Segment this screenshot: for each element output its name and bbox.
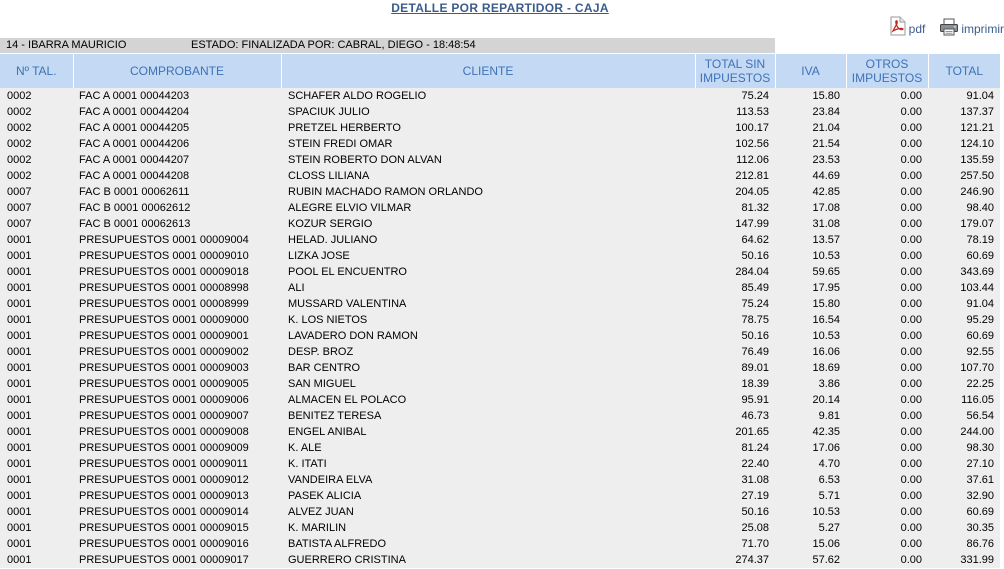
- total-cell: 121.21: [960, 122, 994, 134]
- iva-cell: 21.04: [812, 122, 840, 134]
- otros-impuestos-cell: 0.00: [900, 506, 922, 518]
- talonario-cell: 0002: [7, 154, 32, 166]
- total-cell: 91.04: [966, 90, 994, 102]
- total-cell: 37.61: [966, 474, 994, 486]
- total-cell: 95.29: [966, 314, 994, 326]
- total-sin-impuestos-cell: 27.19: [741, 490, 769, 502]
- talonario-cell: 0001: [7, 554, 32, 566]
- total-cell: 137.37: [960, 106, 994, 118]
- otros-impuestos-cell: 0.00: [900, 90, 922, 102]
- table-row: [0, 312, 1000, 328]
- iva-cell: 23.53: [812, 154, 840, 166]
- cliente-cell: BATISTA ALFREDO: [288, 538, 387, 550]
- cliente-cell: GUERRERO CRISTINA: [288, 554, 406, 566]
- total-sin-impuestos-cell: 50.16: [741, 330, 769, 342]
- total-sin-impuestos-cell: 50.16: [741, 506, 769, 518]
- total-sin-impuestos-cell: 147.99: [735, 218, 769, 230]
- otros-impuestos-cell: 0.00: [900, 106, 922, 118]
- total-cell: 86.76: [966, 538, 994, 550]
- otros-impuestos-cell: 0.00: [900, 346, 922, 358]
- iva-cell: 20.14: [812, 394, 840, 406]
- action-bar: [875, 14, 1004, 36]
- total-sin-impuestos-cell: 18.39: [741, 378, 769, 390]
- talonario-cell: 0002: [7, 90, 32, 102]
- comprobante-cell: PRESUPUESTOS 0001 00009013: [79, 490, 249, 502]
- total-cell: 30.35: [966, 522, 994, 534]
- comprobante-cell: PRESUPUESTOS 0001 00009003: [79, 362, 249, 374]
- otros-impuestos-cell: 0.00: [900, 490, 922, 502]
- total-sin-impuestos-cell: 212.81: [735, 170, 769, 182]
- talonario-cell: 0001: [7, 522, 32, 534]
- iva-cell: 31.08: [812, 218, 840, 230]
- total-sin-impuestos-cell: 71.70: [741, 538, 769, 550]
- table-row: [0, 88, 1000, 104]
- cliente-cell: HELAD. JULIANO: [288, 234, 378, 246]
- col-header-iva[interactable]: IVA: [775, 54, 846, 88]
- otros-impuestos-cell: 0.00: [900, 554, 922, 566]
- table-row: [0, 296, 1000, 312]
- comprobante-cell: FAC B 0001 00062611: [79, 186, 190, 198]
- otros-impuestos-cell: 0.00: [900, 282, 922, 294]
- table-row: [0, 392, 1000, 408]
- cliente-cell: VANDEIRA ELVA: [288, 474, 373, 486]
- cliente-cell: SCHAFER ALDO ROGELIO: [288, 90, 427, 102]
- table-row: [0, 536, 1000, 552]
- otros-impuestos-cell: 0.00: [900, 378, 922, 390]
- iva-cell: 10.53: [812, 330, 840, 342]
- table-row: [0, 456, 1000, 472]
- cliente-cell: ENGEL ANIBAL: [288, 426, 367, 438]
- total-cell: 60.69: [966, 506, 994, 518]
- total-cell: 32.90: [966, 490, 994, 502]
- cliente-cell: SAN MIGUEL: [288, 378, 356, 390]
- total-cell: 343.69: [960, 266, 994, 278]
- otros-impuestos-cell: 0.00: [900, 362, 922, 374]
- otros-impuestos-cell: 0.00: [900, 394, 922, 406]
- total-sin-impuestos-cell: 75.24: [741, 298, 769, 310]
- total-cell: 27.10: [966, 458, 994, 470]
- total-cell: 98.40: [966, 202, 994, 214]
- total-sin-impuestos-cell: 284.04: [735, 266, 769, 278]
- total-sin-impuestos-cell: 204.05: [735, 186, 769, 198]
- delivery-info-bar: [0, 38, 775, 53]
- total-sin-impuestos-cell: 100.17: [735, 122, 769, 134]
- total-sin-impuestos-cell: 113.53: [736, 106, 769, 118]
- comprobante-cell: FAC B 0001 00062613: [79, 218, 191, 230]
- col-header-comprobante[interactable]: COMPROBANTE: [73, 54, 281, 88]
- total-cell: 246.90: [960, 186, 994, 198]
- cliente-cell: POOL EL ENCUENTRO: [288, 266, 407, 278]
- otros-impuestos-cell: 0.00: [900, 202, 922, 214]
- talonario-cell: 0001: [7, 298, 32, 310]
- table-row: [0, 424, 1000, 440]
- cliente-cell: DESP. BROZ: [288, 346, 354, 358]
- pdf-button[interactable]: [889, 16, 926, 36]
- pdf-label: pdf: [908, 22, 926, 36]
- otros-impuestos-cell: 0.00: [900, 170, 922, 182]
- cliente-cell: ALEGRE ELVIO VILMAR: [288, 202, 412, 214]
- otros-impuestos-cell: 0.00: [900, 410, 922, 422]
- comprobante-cell: FAC B 0001 00062612: [79, 202, 191, 214]
- talonario-cell: 0001: [7, 458, 32, 470]
- total-sin-impuestos-cell: 76.49: [741, 346, 769, 358]
- cliente-cell: PRETZEL HERBERTO: [288, 122, 401, 134]
- total-sin-impuestos-cell: 112.06: [736, 154, 769, 166]
- iva-cell: 16.54: [812, 314, 840, 326]
- comprobante-cell: PRESUPUESTOS 0001 00009006: [79, 394, 249, 406]
- total-sin-impuestos-cell: 64.62: [741, 234, 769, 246]
- comprobante-cell: PRESUPUESTOS 0001 00009007: [79, 410, 249, 422]
- comprobante-cell: PRESUPUESTOS 0001 00009012: [79, 474, 249, 486]
- total-cell: 78.19: [966, 234, 994, 246]
- cliente-cell: K. MARILIN: [288, 522, 347, 534]
- cliente-cell: K. LOS NIETOS: [288, 314, 368, 326]
- total-cell: 60.69: [966, 330, 994, 342]
- iva-cell: 17.08: [812, 202, 840, 214]
- cliente-cell: STEIN FREDI OMAR: [288, 138, 393, 150]
- talonario-cell: 0001: [7, 506, 32, 518]
- total-cell: 91.04: [966, 298, 994, 310]
- total-cell: 56.54: [966, 410, 994, 422]
- otros-impuestos-cell: 0.00: [900, 266, 922, 278]
- talonario-cell: 0001: [7, 426, 32, 438]
- total-cell: 98.30: [966, 442, 994, 454]
- print-button[interactable]: [939, 18, 1004, 36]
- table-row: [0, 232, 1000, 248]
- iva-cell: 15.80: [812, 298, 840, 310]
- comprobante-cell: PRESUPUESTOS 0001 00009011: [79, 458, 248, 470]
- table-row: [0, 248, 1000, 264]
- otros-impuestos-cell: 0.00: [900, 250, 922, 262]
- iva-cell: 16.06: [812, 346, 840, 358]
- talonario-cell: 0001: [7, 282, 32, 294]
- total-cell: 22.25: [966, 378, 994, 390]
- total-sin-impuestos-cell: 81.24: [741, 442, 769, 454]
- col-header-otros-impuestos[interactable]: OTROS IMPUESTOS: [846, 54, 928, 88]
- total-sin-impuestos-cell: 201.65: [735, 426, 769, 438]
- iva-cell: 17.95: [812, 282, 840, 294]
- otros-impuestos-cell: 0.00: [900, 538, 922, 550]
- iva-cell: 13.57: [812, 234, 840, 246]
- status-label: ESTADO: FINALIZADA POR: CABRAL, DIEGO - 18:48:54: [191, 39, 476, 51]
- total-sin-impuestos-cell: 95.91: [741, 394, 769, 406]
- cliente-cell: ALVEZ JUAN: [288, 506, 354, 518]
- otros-impuestos-cell: 0.00: [900, 314, 922, 326]
- comprobante-cell: PRESUPUESTOS 0001 00009004: [79, 234, 249, 246]
- table-row: [0, 504, 1000, 520]
- table-row: [0, 136, 1000, 152]
- total-sin-impuestos-cell: 22.40: [741, 458, 769, 470]
- talonario-cell: 0002: [7, 138, 32, 150]
- page-title: DETALLE POR REPARTIDOR - CAJA: [391, 1, 609, 15]
- cliente-cell: K. ITATI: [288, 458, 327, 470]
- total-cell: 60.69: [966, 250, 994, 262]
- iva-cell: 42.85: [812, 186, 840, 198]
- otros-impuestos-cell: 0.00: [900, 458, 922, 470]
- talonario-cell: 0001: [7, 410, 32, 422]
- talonario-cell: 0001: [7, 346, 32, 358]
- talonario-cell: 0007: [7, 186, 32, 198]
- total-sin-impuestos-cell: 274.37: [735, 554, 769, 566]
- table-row: [0, 152, 1000, 168]
- talonario-cell: 0001: [7, 234, 32, 246]
- cliente-cell: SPACIUK JULIO: [288, 106, 370, 118]
- total-cell: 103.44: [960, 282, 994, 294]
- table-row: [0, 472, 1000, 488]
- cliente-cell: KOZUR SERGIO: [288, 218, 373, 230]
- cliente-cell: BENITEZ TERESA: [288, 410, 382, 422]
- otros-impuestos-cell: 0.00: [900, 138, 922, 150]
- comprobante-cell: PRESUPUESTOS 0001 00009008: [79, 426, 249, 438]
- total-sin-impuestos-cell: 78.75: [741, 314, 769, 326]
- cliente-cell: LIZKA JOSE: [288, 250, 350, 262]
- talonario-cell: 0001: [7, 394, 32, 406]
- table-row: [0, 280, 1000, 296]
- iva-cell: 6.53: [818, 474, 840, 486]
- cliente-cell: STEIN ROBERTO DON ALVAN: [288, 154, 442, 166]
- table-row: [0, 184, 1000, 200]
- printer-icon: [939, 18, 959, 36]
- comprobante-cell: PRESUPUESTOS 0001 00008999: [79, 298, 249, 310]
- comprobante-cell: FAC A 0001 00044207: [79, 154, 190, 166]
- otros-impuestos-cell: 0.00: [900, 330, 922, 342]
- col-header-total[interactable]: TOTAL: [928, 54, 1000, 88]
- table-row: [0, 200, 1000, 216]
- iva-cell: 17.06: [812, 442, 840, 454]
- talonario-cell: 0001: [7, 314, 32, 326]
- comprobante-cell: PRESUPUESTOS 0001 00009014: [79, 506, 249, 518]
- comprobante-cell: PRESUPUESTOS 0001 00009005: [79, 378, 249, 390]
- total-sin-impuestos-cell: 89.01: [741, 362, 769, 374]
- table-row: [0, 168, 1000, 184]
- table-row: [0, 328, 1000, 344]
- comprobante-cell: PRESUPUESTOS 0001 00009015: [79, 522, 249, 534]
- cliente-cell: ALMACEN EL POLACO: [288, 394, 407, 406]
- table-row: [0, 376, 1000, 392]
- iva-cell: 59.65: [812, 266, 840, 278]
- iva-cell: 5.27: [818, 522, 840, 534]
- col-header-talonario[interactable]: Nº TAL.: [0, 54, 73, 88]
- comprobante-cell: FAC A 0001 00044203: [79, 90, 190, 102]
- otros-impuestos-cell: 0.00: [900, 426, 922, 438]
- iva-cell: 15.80: [812, 90, 840, 102]
- otros-impuestos-cell: 0.00: [900, 186, 922, 198]
- comprobante-cell: PRESUPUESTOS 0001 00009000: [79, 314, 249, 326]
- table-row: [0, 520, 1000, 536]
- table-row: [0, 488, 1000, 504]
- comprobante-cell: PRESUPUESTOS 0001 00009018: [79, 266, 249, 278]
- col-header-cliente[interactable]: CLIENTE: [281, 54, 695, 88]
- table-body: [0, 88, 1000, 568]
- talonario-cell: 0001: [7, 378, 32, 390]
- table-row: [0, 120, 1000, 136]
- table-row: [0, 344, 1000, 360]
- table-row: [0, 360, 1000, 376]
- iva-cell: 42.35: [812, 426, 840, 438]
- iva-cell: 10.53: [812, 506, 840, 518]
- comprobante-cell: PRESUPUESTOS 0001 00009001: [79, 330, 249, 342]
- iva-cell: 15.06: [812, 538, 840, 550]
- total-sin-impuestos-cell: 102.56: [735, 138, 769, 150]
- talonario-cell: 0001: [7, 330, 32, 342]
- total-cell: 244.00: [960, 426, 994, 438]
- table-row: [0, 552, 1000, 568]
- talonario-cell: 0001: [7, 474, 32, 486]
- talonario-cell: 0001: [7, 250, 32, 262]
- total-sin-impuestos-cell: 75.24: [741, 90, 769, 102]
- talonario-cell: 0001: [7, 490, 32, 502]
- otros-impuestos-cell: 0.00: [900, 298, 922, 310]
- total-cell: 92.55: [966, 346, 994, 358]
- total-cell: 331.99: [960, 554, 994, 566]
- cliente-cell: K. ALE: [288, 442, 322, 454]
- otros-impuestos-cell: 0.00: [900, 154, 922, 166]
- comprobante-cell: PRESUPUESTOS 0001 00009002: [79, 346, 249, 358]
- table-row: [0, 440, 1000, 456]
- cliente-cell: BAR CENTRO: [288, 362, 361, 374]
- iva-cell: 9.81: [818, 410, 840, 422]
- total-cell: 257.50: [960, 170, 994, 182]
- print-label: imprimir: [961, 22, 1004, 36]
- cliente-cell: RUBIN MACHADO RAMON ORLANDO: [288, 186, 483, 198]
- total-sin-impuestos-cell: 81.32: [741, 202, 769, 214]
- iva-cell: 3.86: [818, 378, 840, 390]
- iva-cell: 4.70: [818, 458, 840, 470]
- otros-impuestos-cell: 0.00: [900, 442, 922, 454]
- cliente-cell: CLOSS LILIANA: [288, 170, 370, 182]
- total-cell: 124.10: [960, 138, 994, 150]
- cliente-cell: LAVADERO DON RAMON: [288, 330, 418, 342]
- total-cell: 116.05: [961, 394, 994, 406]
- cliente-cell: ALI: [288, 282, 305, 294]
- iva-cell: 57.62: [812, 554, 840, 566]
- total-sin-impuestos-cell: 31.08: [741, 474, 769, 486]
- total-sin-impuestos-cell: 85.49: [741, 282, 769, 294]
- comprobante-cell: FAC A 0001 00044204: [79, 106, 190, 118]
- total-cell: 135.59: [960, 154, 994, 166]
- iva-cell: 23.84: [812, 106, 840, 118]
- comprobante-cell: PRESUPUESTOS 0001 00009016: [79, 538, 249, 550]
- otros-impuestos-cell: 0.00: [900, 474, 922, 486]
- otros-impuestos-cell: 0.00: [900, 218, 922, 230]
- total-cell: 179.07: [960, 218, 994, 230]
- iva-cell: 5.71: [818, 490, 840, 502]
- talonario-cell: 0002: [7, 106, 32, 118]
- cliente-cell: PASEK ALICIA: [288, 490, 362, 502]
- total-sin-impuestos-cell: 50.16: [741, 250, 769, 262]
- table-row: [0, 264, 1000, 280]
- talonario-cell: 0007: [7, 218, 32, 230]
- talonario-cell: 0002: [7, 122, 32, 134]
- comprobante-cell: PRESUPUESTOS 0001 00008998: [79, 282, 249, 294]
- iva-cell: 18.69: [812, 362, 840, 374]
- comprobante-cell: PRESUPUESTOS 0001 00009010: [79, 250, 249, 262]
- talonario-cell: 0002: [7, 170, 32, 182]
- otros-impuestos-cell: 0.00: [900, 522, 922, 534]
- talonario-cell: 0001: [7, 442, 32, 454]
- col-header-total-sin-impuestos[interactable]: TOTAL SIN IMPUESTOS: [695, 54, 775, 88]
- detail-table: [0, 54, 1000, 568]
- iva-cell: 21.54: [812, 138, 840, 150]
- otros-impuestos-cell: 0.00: [900, 234, 922, 246]
- talonario-cell: 0001: [7, 362, 32, 374]
- total-sin-impuestos-cell: 25.08: [741, 522, 769, 534]
- table-header-row: [0, 54, 1000, 88]
- comprobante-cell: FAC A 0001 00044208: [79, 170, 190, 182]
- total-sin-impuestos-cell: 46.73: [741, 410, 769, 422]
- table-row: [0, 216, 1000, 232]
- table-row: [0, 104, 1000, 120]
- comprobante-cell: PRESUPUESTOS 0001 00009017: [79, 554, 249, 566]
- cliente-cell: MUSSARD VALENTINA: [288, 298, 407, 310]
- iva-cell: 44.69: [812, 170, 840, 182]
- talonario-cell: 0001: [7, 538, 32, 550]
- total-cell: 107.70: [960, 362, 994, 374]
- comprobante-cell: FAC A 0001 00044206: [79, 138, 190, 150]
- pdf-icon: [889, 16, 907, 36]
- talonario-cell: 0007: [7, 202, 32, 214]
- comprobante-cell: PRESUPUESTOS 0001 00009009: [79, 442, 249, 454]
- otros-impuestos-cell: 0.00: [900, 122, 922, 134]
- table-row: [0, 408, 1000, 424]
- iva-cell: 10.53: [812, 250, 840, 262]
- talonario-cell: 0001: [7, 266, 32, 278]
- driver-label: 14 - IBARRA MAURICIO: [6, 39, 127, 51]
- comprobante-cell: FAC A 0001 00044205: [79, 122, 190, 134]
